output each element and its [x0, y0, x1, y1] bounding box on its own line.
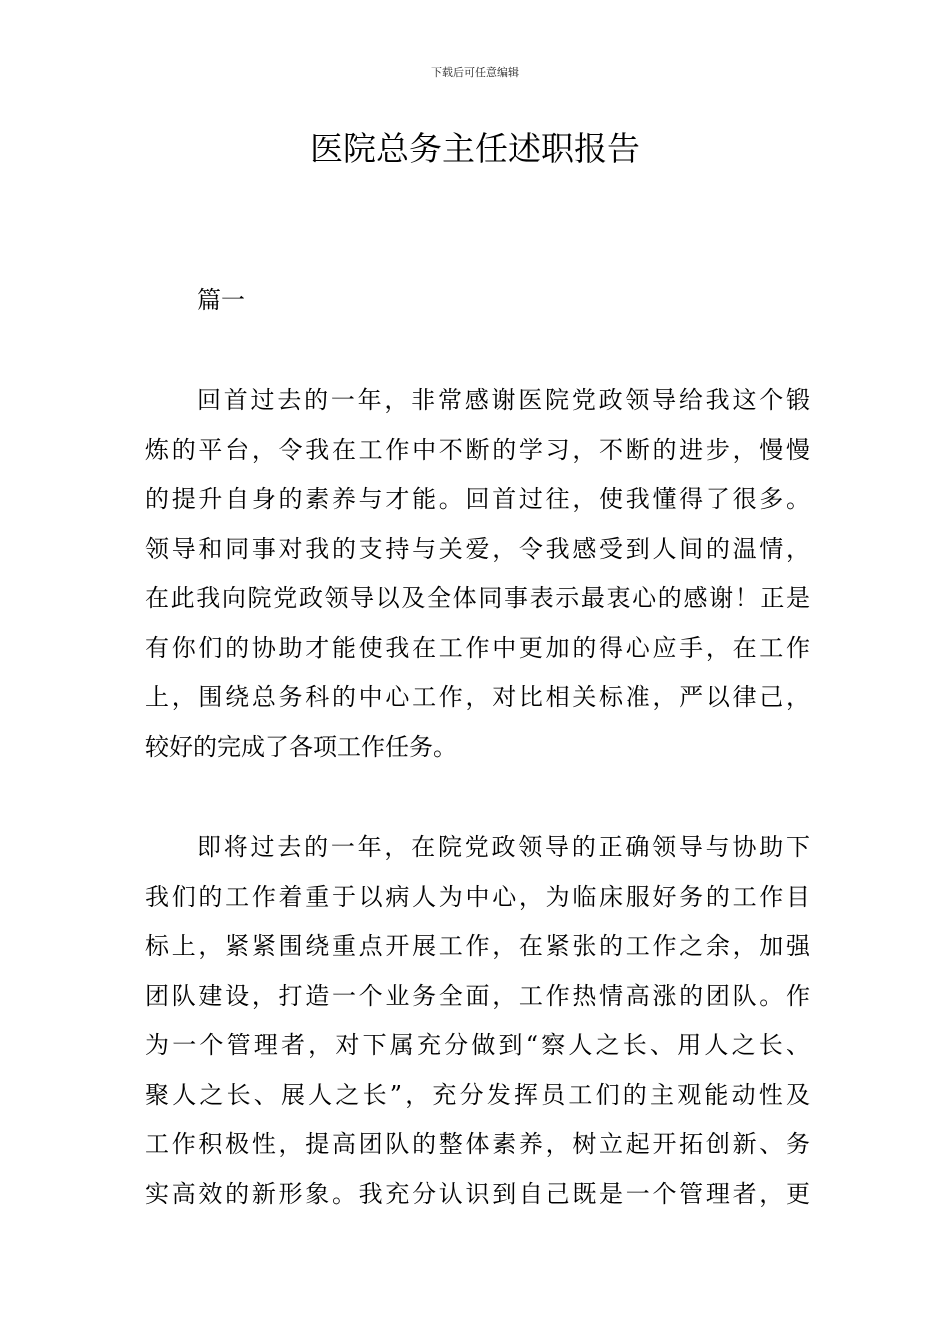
paragraph [145, 376, 810, 772]
header-note: 下载后可任意编辑 [431, 66, 519, 79]
paragraph-line: 即将过去的一年，在院党政领导的正确领导与协助下 [197, 833, 810, 861]
paragraph [145, 823, 810, 1219]
paragraph-line: 炼的平台，令我在工作中不断的学习，不断的进步，慢慢 [145, 435, 810, 464]
paragraph-line: 在此我向院党政领导以及全体同事表示最衷心的感谢！正是 [145, 584, 810, 612]
paragraph-line: 的提升自身的素养与才能。回首过往，使我懂得了很多。 [145, 485, 810, 513]
paragraph-line: 工作积极性，提高团队的整体素养，树立起开拓创新、务 [145, 1130, 810, 1158]
paragraph-line: 有你们的协助才能使我在工作中更加的得心应手，在工作 [145, 633, 810, 662]
paragraph-line: 实高效的新形象。我充分认识到自己既是一个管理者，更 [145, 1179, 810, 1208]
section-label: 篇一 [197, 286, 245, 314]
paragraph-line: 为一个管理者，对下属充分做到“察人之长、用人之长、 [145, 1031, 810, 1059]
paragraph-line: 回首过去的一年，非常感谢医院党政领导给我这个锻 [197, 386, 810, 414]
paragraph-line: 我们的工作着重于以病人为中心，为临床服好务的工作目 [145, 882, 810, 911]
paragraph-line: 标上，紧紧围绕重点开展工作，在紧张的工作之余，加强 [145, 932, 810, 960]
paragraph-line: 团队建设，打造一个业务全面，工作热情高涨的团队。作 [145, 981, 810, 1010]
paragraph-line: 领导和同事对我的支持与关爱，令我感受到人间的温情， [145, 534, 810, 563]
paragraph-line: 上，围绕总务科的中心工作，对比相关标准，严以律己， [145, 683, 810, 711]
paragraph-line: 较好的完成了各项工作任务。 [145, 732, 457, 761]
paragraph-line: 聚人之长、展人之长”，充分发挥员工们的主观能动性及 [145, 1080, 810, 1109]
document-title: 医院总务主任述职报告 [310, 129, 640, 168]
